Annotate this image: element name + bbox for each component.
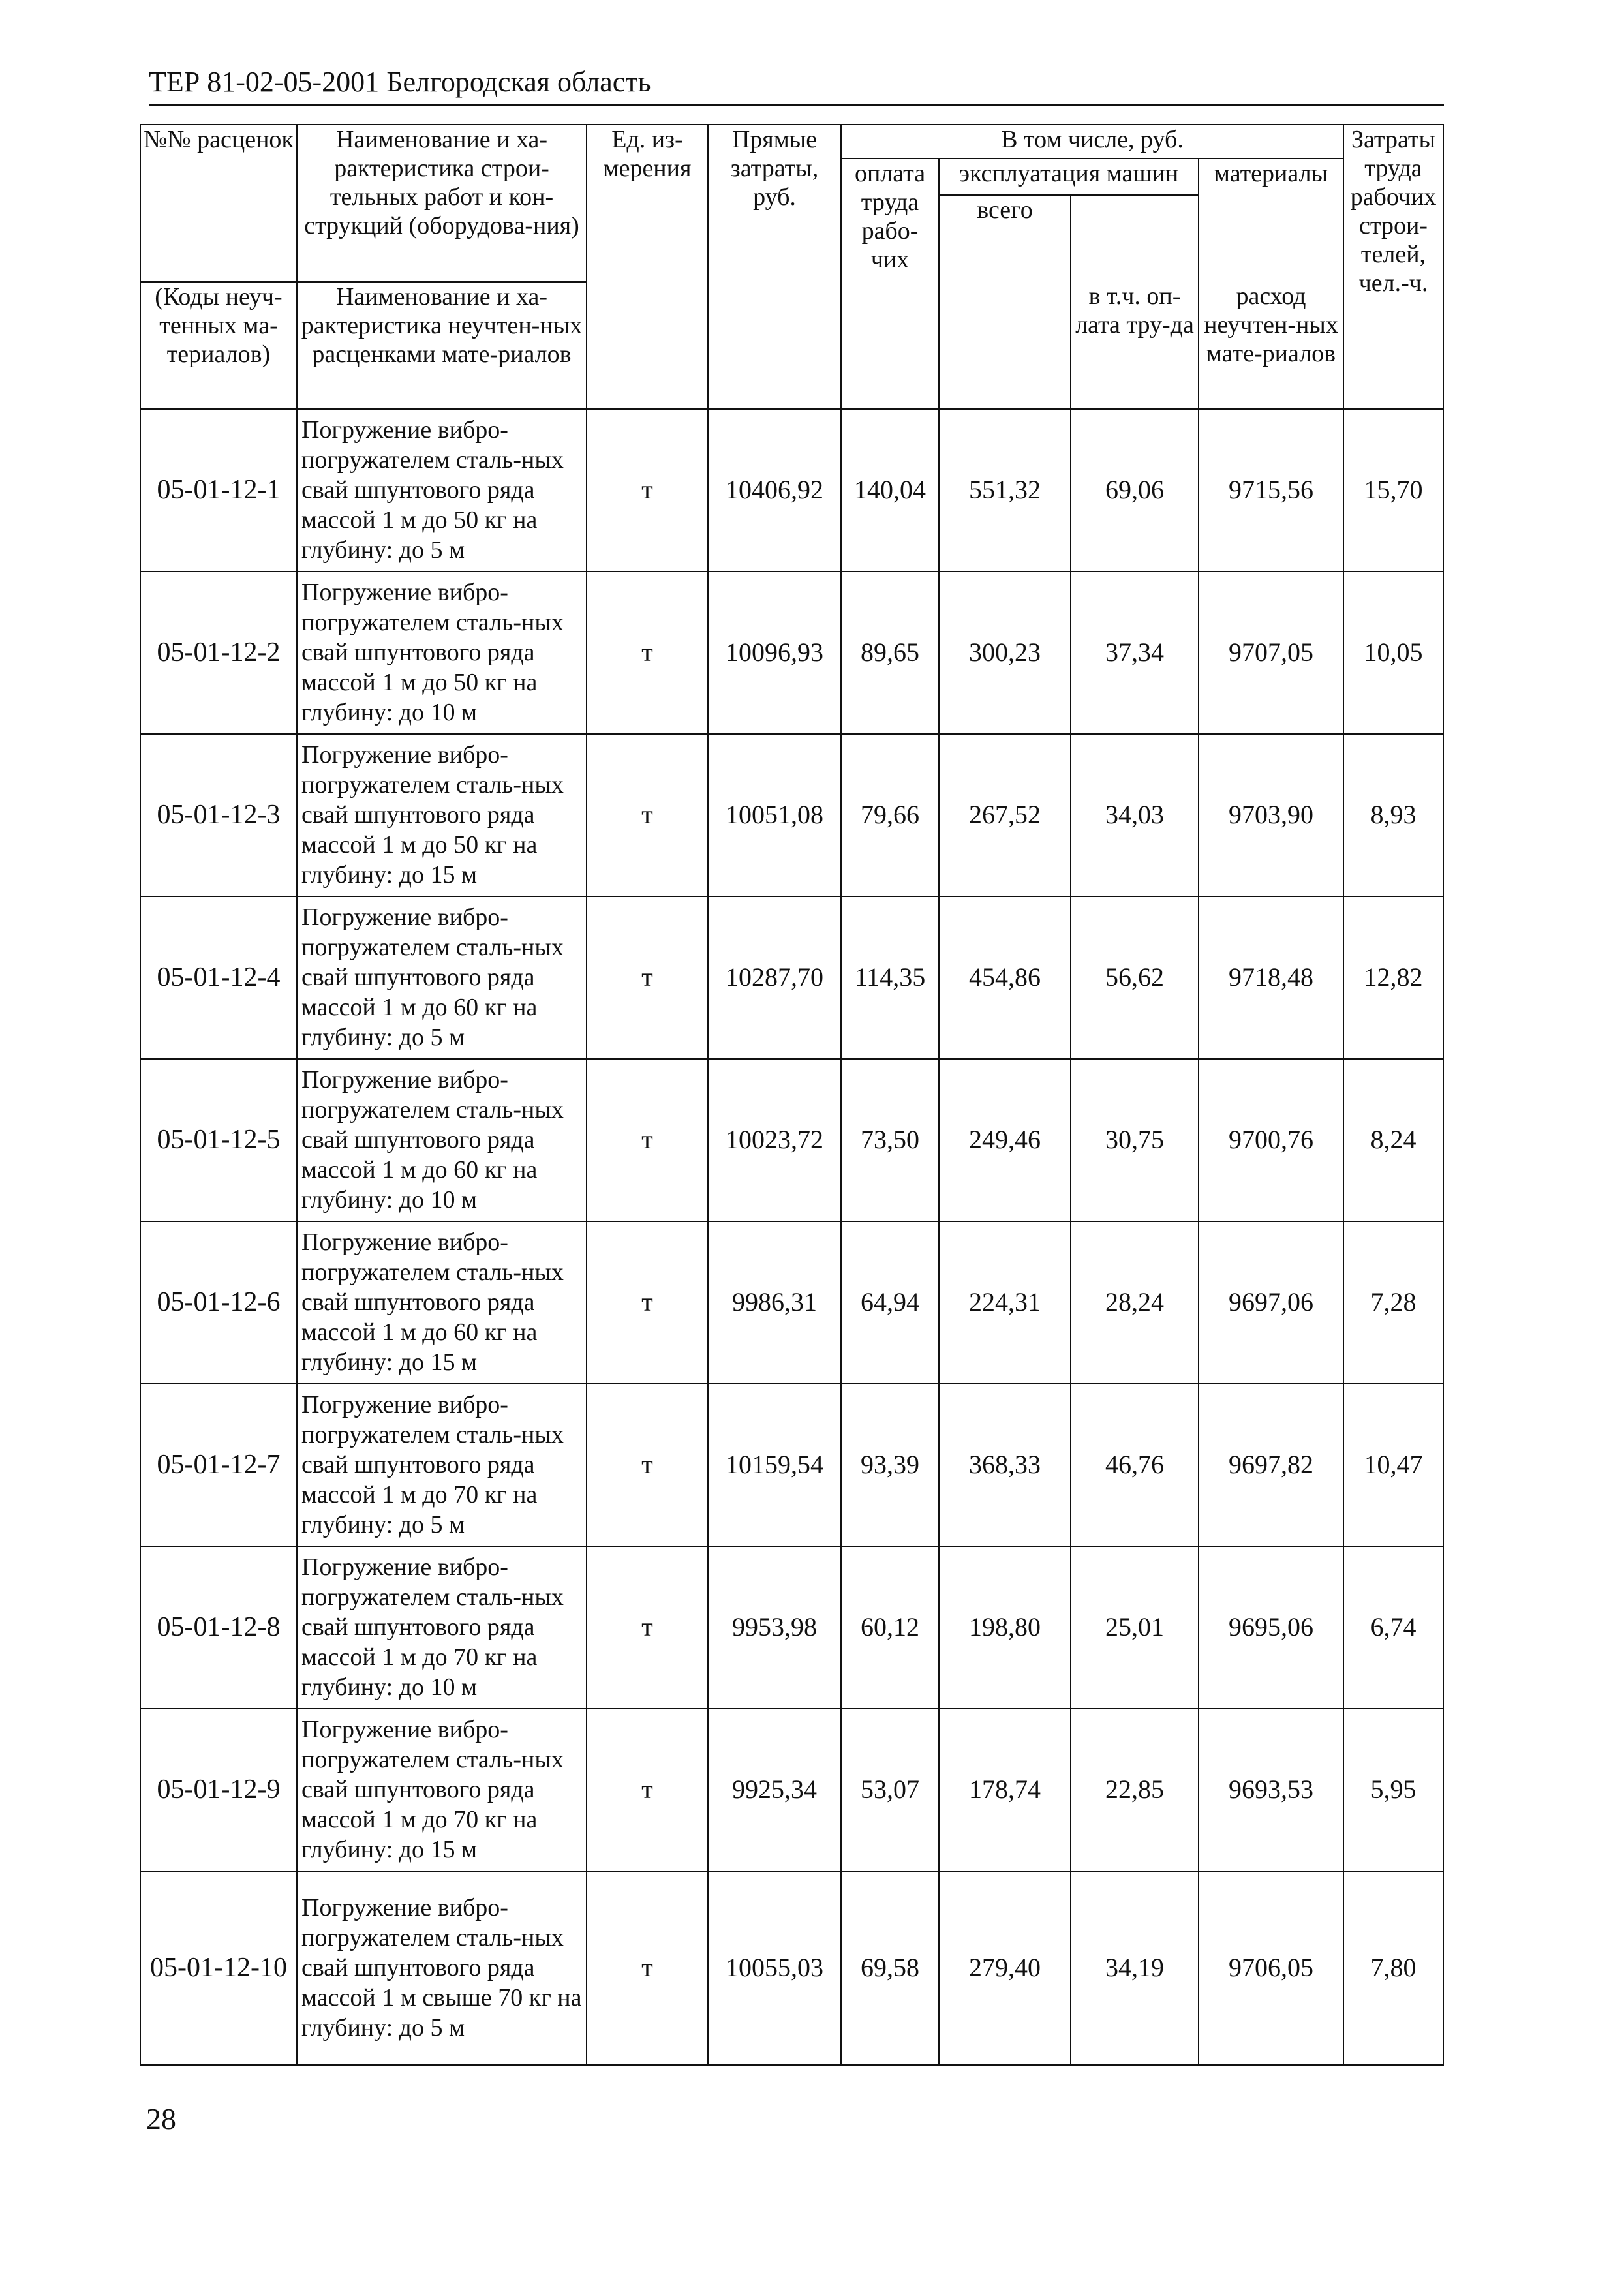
direct-costs-cell: 10096,93 [708, 572, 841, 734]
machines-labor-cell: 30,75 [1071, 1059, 1199, 1221]
table-row [140, 1546, 1443, 1709]
table-row [140, 1059, 1443, 1221]
header-labor-pay: оплата труда рабо-чих [841, 159, 939, 409]
unit-cell: т [587, 734, 708, 896]
work-description: Погружение вибро-погружателем сталь-ных свай шпунтового ряда массой 1 м до 60 кг на глубину: до 15 м [297, 1221, 587, 1384]
labor-pay-cell: 69,58 [841, 1871, 939, 2065]
rate-code: 05-01-12-9 [140, 1709, 297, 1871]
labor-hours-cell: 12,82 [1343, 896, 1443, 1059]
direct-costs-cell: 10055,03 [708, 1871, 841, 2065]
machines-labor-cell: 28,24 [1071, 1221, 1199, 1384]
materials-cell: 9700,76 [1199, 1059, 1343, 1221]
rate-code: 05-01-12-7 [140, 1384, 297, 1546]
work-description: Погружение вибро-погружателем сталь-ных свай шпунтового ряда массой 1 м до 50 кг на глубину: до 10 м [297, 572, 587, 734]
work-description: Погружение вибро-погружателем сталь-ных свай шпунтового ряда массой 1 м до 70 кг на глубину: до 10 м [297, 1546, 587, 1709]
labor-hours-cell: 15,70 [1343, 409, 1443, 572]
labor-hours-cell: 10,47 [1343, 1384, 1443, 1546]
header-direct-costs: Прямые затраты, руб. [708, 125, 841, 409]
materials-cell: 9703,90 [1199, 734, 1343, 896]
header-unit: Ед. из-мерения [587, 125, 708, 409]
materials-cell: 9706,05 [1199, 1871, 1343, 2065]
machines-labor-cell: 46,76 [1071, 1384, 1199, 1546]
machines-total-cell: 178,74 [939, 1709, 1071, 1871]
table-row [140, 572, 1443, 734]
labor-pay-cell: 64,94 [841, 1221, 939, 1384]
materials-cell: 9695,06 [1199, 1546, 1343, 1709]
machines-total-cell: 454,86 [939, 896, 1071, 1059]
header-name-top: Наименование и ха-рактеристика строи-тельных работ и кон-струкций (оборудова-ния) [297, 125, 587, 282]
work-description: Погружение вибро-погружателем сталь-ных свай шпунтового ряда массой 1 м до 70 кг на глубину: до 15 м [297, 1709, 587, 1871]
materials-cell: 9718,48 [1199, 896, 1343, 1059]
header-materials-unaccounted: расход неучтен-ных мате-риалов [1199, 282, 1343, 409]
machines-labor-cell: 34,03 [1071, 734, 1199, 896]
table-row [140, 1221, 1443, 1384]
table-row [140, 1709, 1443, 1871]
unit-cell: т [587, 572, 708, 734]
rate-code: 05-01-12-2 [140, 572, 297, 734]
table-row [140, 896, 1443, 1059]
machines-total-cell: 279,40 [939, 1871, 1071, 2065]
labor-hours-cell: 8,93 [1343, 734, 1443, 896]
rate-code: 05-01-12-6 [140, 1221, 297, 1384]
direct-costs-cell: 10051,08 [708, 734, 841, 896]
materials-cell: 9693,53 [1199, 1709, 1343, 1871]
header-including: В том числе, руб. [841, 125, 1343, 159]
unit-cell: т [587, 1384, 708, 1546]
unit-cell: т [587, 1709, 708, 1871]
machines-total-cell: 300,23 [939, 572, 1071, 734]
work-description: Погружение вибро-погружателем сталь-ных свай шпунтового ряда массой 1 м свыше 70 кг на глубину: до 5 м [297, 1871, 587, 2065]
direct-costs-cell: 9925,34 [708, 1709, 841, 1871]
unit-cell: т [587, 1546, 708, 1709]
labor-hours-cell: 8,24 [1343, 1059, 1443, 1221]
direct-costs-cell: 9953,98 [708, 1546, 841, 1709]
materials-cell: 9697,06 [1199, 1221, 1343, 1384]
labor-pay-cell: 60,12 [841, 1546, 939, 1709]
direct-costs-cell: 9986,31 [708, 1221, 841, 1384]
unit-cell: т [587, 896, 708, 1059]
header-materials: материалы [1199, 159, 1343, 195]
machines-total-cell: 267,52 [939, 734, 1071, 896]
rate-code: 05-01-12-8 [140, 1546, 297, 1709]
work-description: Погружение вибро-погружателем сталь-ных свай шпунтового ряда массой 1 м до 60 кг на глубину: до 10 м [297, 1059, 587, 1221]
unit-cell: т [587, 1059, 708, 1221]
labor-hours-cell: 7,28 [1343, 1221, 1443, 1384]
header-machines: эксплуатация машин [939, 159, 1199, 195]
materials-cell: 9707,05 [1199, 572, 1343, 734]
header-code-top: №№ расценок [140, 125, 297, 282]
direct-costs-cell: 10023,72 [708, 1059, 841, 1221]
machines-total-cell: 249,46 [939, 1059, 1071, 1221]
work-description: Погружение вибро-погружателем сталь-ных свай шпунтового ряда массой 1 м до 50 кг на глубину: до 15 м [297, 734, 587, 896]
machines-labor-cell: 34,19 [1071, 1871, 1199, 2065]
labor-hours-cell: 10,05 [1343, 572, 1443, 734]
machines-labor-cell: 37,34 [1071, 572, 1199, 734]
labor-pay-cell: 73,50 [841, 1059, 939, 1221]
direct-costs-cell: 10287,70 [708, 896, 841, 1059]
materials-cell: 9697,82 [1199, 1384, 1343, 1546]
machines-total-cell: 551,32 [939, 409, 1071, 572]
unit-cell: т [587, 1871, 708, 2065]
labor-pay-cell: 53,07 [841, 1709, 939, 1871]
machines-total-cell: 224,31 [939, 1221, 1071, 1384]
work-description: Погружение вибро-погружателем сталь-ных свай шпунтового ряда массой 1 м до 70 кг на глубину: до 5 м [297, 1384, 587, 1546]
materials-cell: 9715,56 [1199, 409, 1343, 572]
labor-pay-cell: 79,66 [841, 734, 939, 896]
machines-total-cell: 368,33 [939, 1384, 1071, 1546]
rate-code: 05-01-12-1 [140, 409, 297, 572]
unit-cell: т [587, 409, 708, 572]
labor-pay-cell: 140,04 [841, 409, 939, 572]
rates-table [140, 124, 1444, 2066]
header-machines-spacer [1071, 195, 1199, 282]
machines-labor-cell: 69,06 [1071, 409, 1199, 572]
machines-labor-cell: 22,85 [1071, 1709, 1199, 1871]
table-row [140, 1871, 1443, 2065]
header-machines-labor: в т.ч. оп-лата тру-да [1071, 282, 1199, 409]
machines-labor-cell: 25,01 [1071, 1546, 1199, 1709]
labor-pay-cell: 114,35 [841, 896, 939, 1059]
header-code-bottom: (Коды неуч-тенных ма-териалов) [140, 282, 297, 409]
document-header-title: ТЕР 81-02-05-2001 Белгородская область [149, 66, 651, 98]
labor-pay-cell: 93,39 [841, 1384, 939, 1546]
page-number: 28 [146, 2102, 176, 2135]
unit-cell: т [587, 1221, 708, 1384]
table-row [140, 734, 1443, 896]
rate-code: 05-01-12-4 [140, 896, 297, 1059]
direct-costs-cell: 10159,54 [708, 1384, 841, 1546]
labor-hours-cell: 5,95 [1343, 1709, 1443, 1871]
labor-hours-cell: 7,80 [1343, 1871, 1443, 2065]
rate-code: 05-01-12-5 [140, 1059, 297, 1221]
header-name-bottom: Наименование и ха-рактеристика неучтен-ных расценками мате-риалов [297, 282, 587, 409]
machines-labor-cell: 56,62 [1071, 896, 1199, 1059]
direct-costs-cell: 10406,92 [708, 409, 841, 572]
work-description: Погружение вибро-погружателем сталь-ных свай шпунтового ряда массой 1 м до 60 кг на глубину: до 5 м [297, 896, 587, 1059]
header-labor-hours: Затраты труда рабочих строи-телей, чел.-ч. [1343, 125, 1443, 409]
header-materials-spacer [1199, 195, 1343, 282]
table-row [140, 1384, 1443, 1546]
machines-total-cell: 198,80 [939, 1546, 1071, 1709]
labor-pay-cell: 89,65 [841, 572, 939, 734]
table-row [140, 409, 1443, 572]
header-machines-total: всего [939, 195, 1071, 408]
rate-code: 05-01-12-3 [140, 734, 297, 896]
header-rule [149, 104, 1444, 106]
work-description: Погружение вибро-погружателем сталь-ных свай шпунтового ряда массой 1 м до 50 кг на глубину: до 5 м [297, 409, 587, 572]
rate-code: 05-01-12-10 [140, 1871, 297, 2065]
labor-hours-cell: 6,74 [1343, 1546, 1443, 1709]
